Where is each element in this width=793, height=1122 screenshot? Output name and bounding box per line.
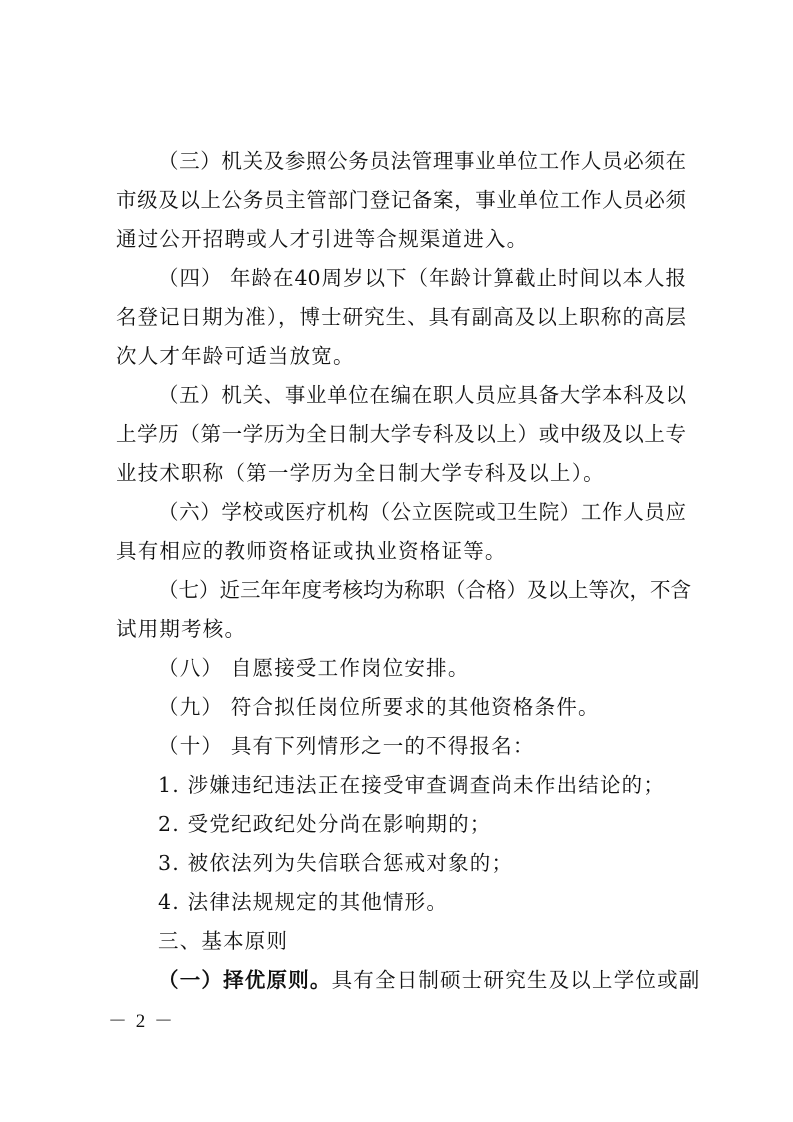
paragraph-5-line-3: 业技术职称（第一学历为全日制大学专科及以上）。 bbox=[116, 461, 605, 485]
paragraph-7-line-2: 试用期考核。 bbox=[116, 617, 247, 641]
list-item: 4. 法律法规规定的其他情形。 bbox=[158, 890, 449, 914]
principle-title: （一）择优原则。 bbox=[158, 968, 332, 992]
list-item: 2. 受党纪政纪处分尚在影响期的； bbox=[158, 812, 492, 836]
paragraph-principle-1 bbox=[158, 968, 701, 992]
section-heading: 三、基本原则 bbox=[158, 929, 289, 953]
paragraph-7-line-1: （七）近三年年度考核均为称职（合格）及以上等次，不含 bbox=[158, 578, 691, 602]
paragraph-4-line-3: 次人才年龄可适当放宽。 bbox=[116, 344, 355, 368]
list-item: 3. 被依法列为失信联合惩戒对象的； bbox=[158, 851, 514, 875]
paragraph-5-line-2: 上学历（第一学历为全日制大学专科及以上）或中级及以上专 bbox=[116, 422, 686, 446]
paragraph-6-line-1: （六）学校或医疗机构（公立医院或卫生院）工作人员应 bbox=[158, 500, 686, 524]
paragraph-9: （九） 符合拟任岗位所要求的其他资格条件。 bbox=[158, 695, 600, 719]
paragraph-4-line-2: 名登记日期为准），博士研究生、具有副高及以上职称的高层 bbox=[116, 305, 686, 329]
paragraph-6-line-2: 具有相应的教师资格证或执业资格证等。 bbox=[116, 539, 507, 563]
paragraph-3-line-1: （三）机关及参照公务员法管理事业单位工作人员必须在 bbox=[158, 149, 686, 173]
paragraph-3-line-2: 市级及以上公务员主管部门登记备案，事业单位工作人员必须 bbox=[116, 188, 686, 212]
paragraph-3-line-3: 通过公开招聘或人才引进等合规渠道进入。 bbox=[116, 227, 529, 251]
paragraph-8: （八） 自愿接受工作岗位安排。 bbox=[158, 656, 470, 680]
principle-text: 具有全日制硕士研究生及以上学位或副 bbox=[331, 968, 701, 992]
paragraph-4-line-1: （四） 年龄在40周岁以下（年龄计算截止时间以本人报 bbox=[158, 266, 686, 290]
page-number: － 2 － bbox=[108, 1011, 176, 1032]
list-item: 1. 涉嫌违纪违法正在接受审查调查尚未作出结论的； bbox=[158, 773, 666, 797]
paragraph-10: （十） 具有下列情形之一的不得报名： bbox=[158, 734, 535, 758]
paragraph-5-line-1: （五）机关、事业单位在编在职人员应具备大学本科及以 bbox=[158, 383, 686, 407]
